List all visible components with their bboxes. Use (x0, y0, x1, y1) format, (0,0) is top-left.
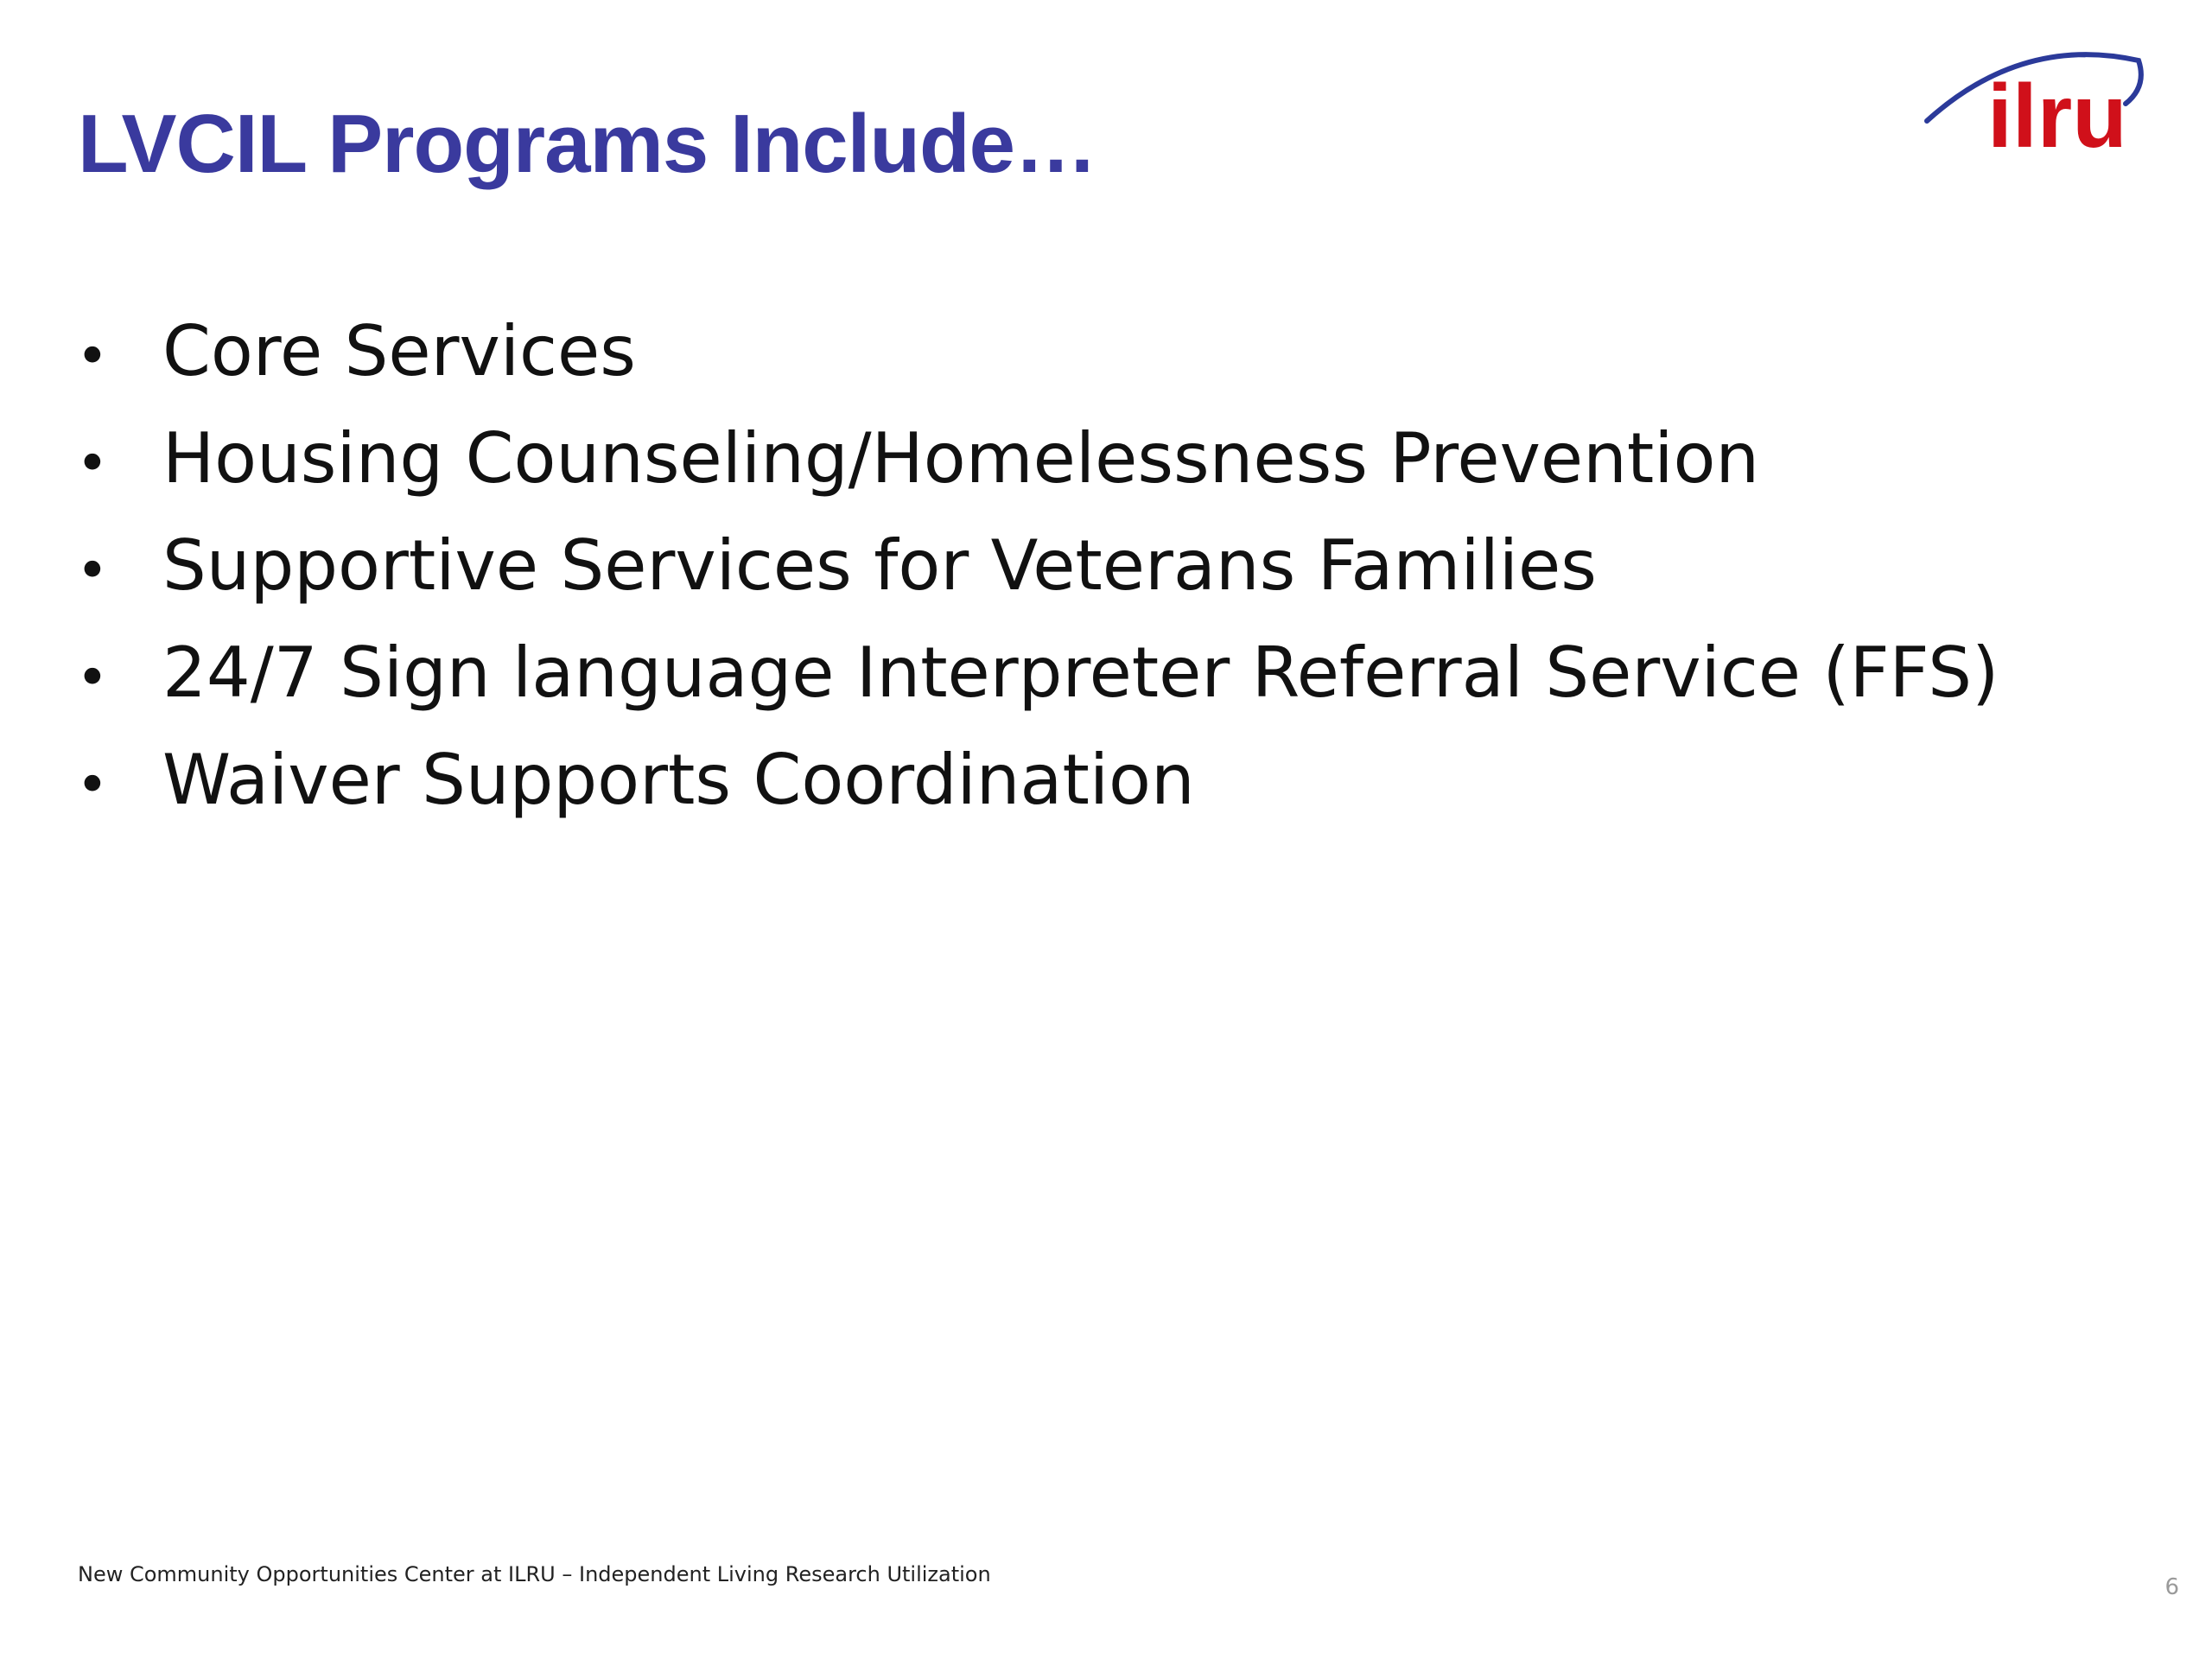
slide-title: LVCIL Programs Include… (78, 98, 1097, 190)
bullet-item-core-services (76, 311, 1999, 418)
bullet-text: 24/7 Sign language Interpreter Referral Service (FFS) (162, 632, 1999, 713)
bullet-item-housing-counseling (76, 418, 1999, 525)
bullet-item-supportive-services (76, 525, 1999, 632)
slide-footer: New Community Opportunities Center at ILRU – Independent Living Research Utilization (78, 1562, 991, 1586)
bullet-text: Waiver Supports Coordination (162, 740, 1195, 820)
logo-text: ilru (1987, 67, 2127, 167)
page-number: 6 (2164, 1574, 2179, 1600)
bullet-icon: • (76, 753, 109, 817)
bullet-icon: • (76, 646, 109, 710)
bullet-text: Housing Counseling/Homelessness Prevention (162, 418, 1760, 499)
bullet-icon: • (76, 432, 109, 496)
bullet-list (76, 311, 1999, 847)
bullet-icon: • (76, 325, 109, 389)
bullet-item-waiver-supports (76, 740, 1999, 847)
bullet-item-interpreter-referral (76, 632, 1999, 740)
ilru-logo (1918, 35, 2152, 173)
bullet-icon: • (76, 539, 109, 603)
bullet-text: Supportive Services for Veterans Families (162, 525, 1597, 606)
bullet-text: Core Services (162, 311, 636, 391)
